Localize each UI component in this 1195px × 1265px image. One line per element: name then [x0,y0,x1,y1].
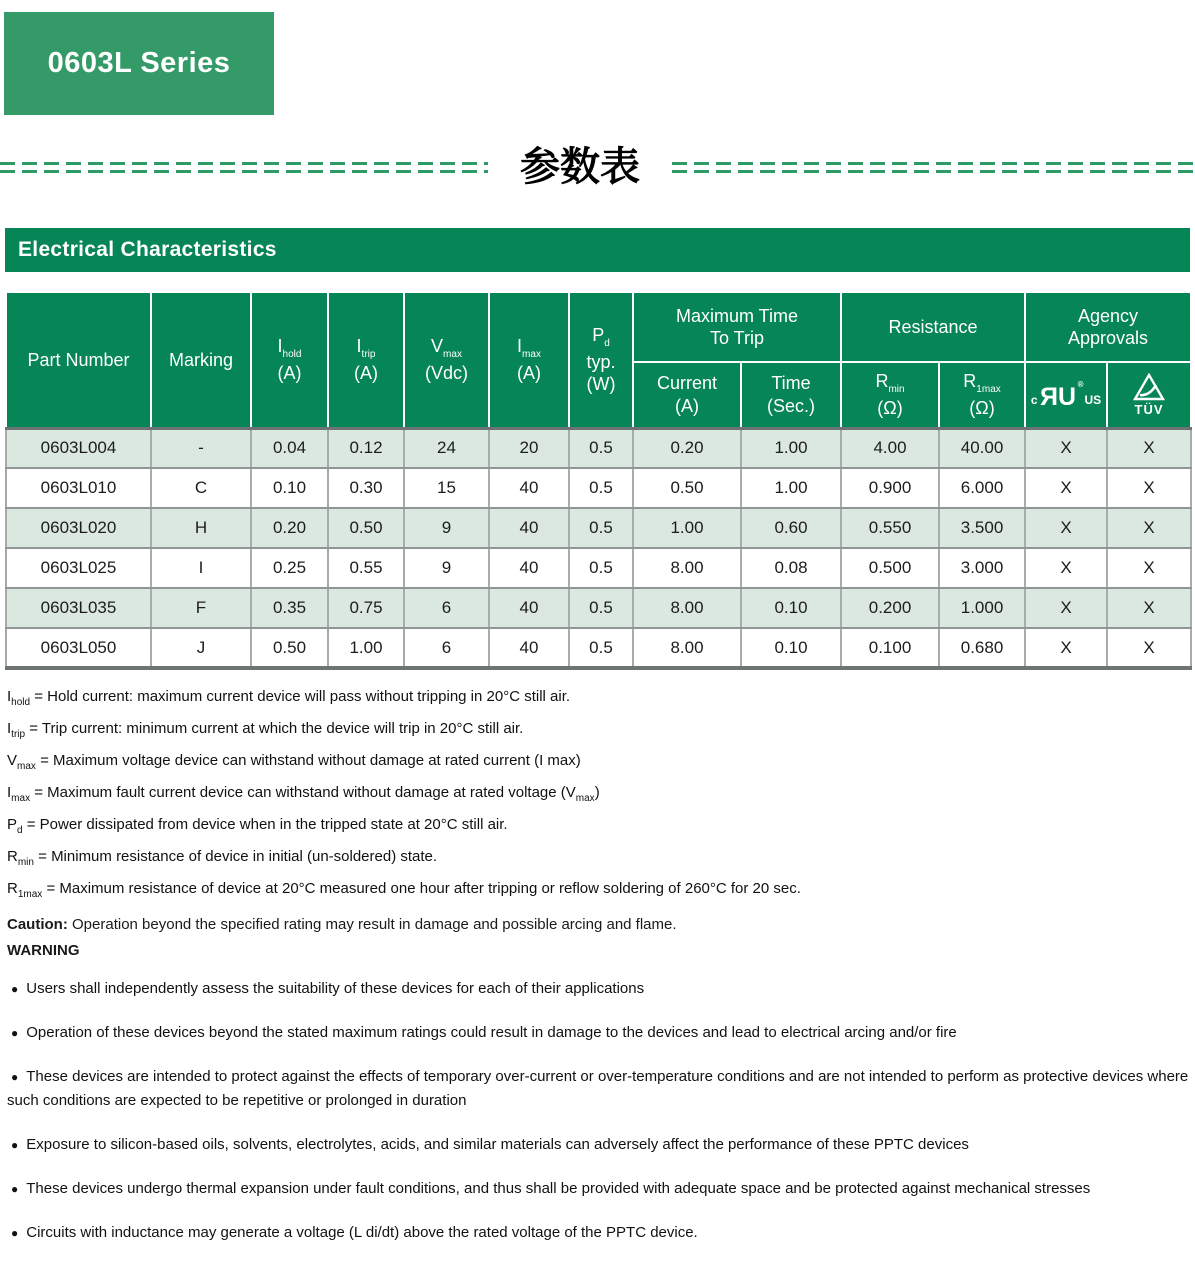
table-row [6,428,1191,468]
col-header-trip-time: Time (Sec.) [741,362,841,428]
value-cell: 0.60 [741,508,841,548]
value-cell: 40 [489,628,569,668]
approval-mark-cell: X [1025,508,1107,548]
part-number-cell: 0603L050 [6,628,151,668]
footnotes-block [7,688,1192,902]
warning-bullet: ● Users shall independently assess the suitability of these devices for each of their applications [7,977,1192,1001]
approval-mark-cell: X [1025,428,1107,468]
value-cell: 3.000 [939,548,1025,588]
value-cell: 8.00 [633,548,741,588]
col-header-i-trip: $I_{trip}$ (A) [328,292,404,428]
value-cell: 24 [404,428,489,468]
value-cell: 0.12 [328,428,404,468]
warning-bullet: ● Circuits with inductance may generate a voltage (L di/dt) above the rated voltage of the PPTC device. [7,1221,1192,1245]
electrical-characteristics-table [5,291,1192,670]
bullet-icon: ● [11,1137,19,1152]
value-cell: 40 [489,548,569,588]
value-cell: 20 [489,428,569,468]
group-header-max-time-to-trip: Maximum Time To Trip [633,292,841,362]
section-header: Electrical Characteristics [5,228,1190,272]
value-cell: 0.55 [328,548,404,588]
value-cell: 0.50 [251,628,328,668]
col-header-i-max: $I_{max}$ (A) [489,292,569,428]
part-number-cell: 0603L035 [6,588,151,628]
value-cell: - [151,428,251,468]
value-cell: I [151,548,251,588]
value-cell: 15 [404,468,489,508]
part-number-cell: 0603L004 [6,428,151,468]
value-cell: 1.000 [939,588,1025,628]
approval-mark-cell: X [1025,468,1107,508]
value-cell: F [151,588,251,628]
page-title: 参数表 [520,143,640,190]
value-cell: 0.20 [251,508,328,548]
value-cell: 0.35 [251,588,328,628]
col-header-v-max: $V_{max}$ (Vdc) [404,292,489,428]
value-cell: 1.00 [633,508,741,548]
approval-mark-cell: X [1107,548,1191,588]
part-number-cell: 0603L025 [6,548,151,588]
value-cell: 8.00 [633,628,741,668]
footnote-line: $V_{max}$ = Maximum voltage device can withstand without damage at rated current (I max) [7,752,581,772]
bullet-icon: ● [11,1225,19,1240]
value-cell: 1.00 [741,428,841,468]
page-title-row [0,138,1195,196]
col-header-tuv-approval [1107,362,1191,428]
approval-mark-cell: X [1107,468,1191,508]
approval-mark-cell: X [1107,508,1191,548]
value-cell: 1.00 [328,628,404,668]
caution-line [7,916,1192,933]
approval-mark-cell: X [1025,588,1107,628]
value-cell: 0.75 [328,588,404,628]
col-header-r-min: $R_{min}$ (Ω) [841,362,939,428]
bullet-icon: ● [11,1181,19,1196]
value-cell: H [151,508,251,548]
part-number-cell: 0603L010 [6,468,151,508]
value-cell: C [151,468,251,508]
value-cell: 0.10 [741,628,841,668]
value-cell: 0.30 [328,468,404,508]
value-cell: 40 [489,588,569,628]
approval-mark-cell: X [1025,548,1107,588]
value-cell: 0.04 [251,428,328,468]
footnote-line: $I_{trip}$ = Trip current: minimum current at which the device will trip in 20°C still air. [7,720,524,740]
decorative-dash-line-left [0,162,488,173]
table-row [6,508,1191,548]
series-badge: 0603L Series [4,12,274,115]
value-cell: 40 [489,508,569,548]
group-header-resistance: Resistance [841,292,1025,362]
value-cell: 1.00 [741,468,841,508]
value-cell: 0.50 [328,508,404,548]
footnote-line: $P_d$ = Power dissipated from device when in the tripped state at 20°C still air. [7,816,508,836]
value-cell: 9 [404,548,489,588]
bullet-icon: ● [11,1025,19,1040]
col-header-ul-approval [1025,362,1107,428]
value-cell: 0.5 [569,548,633,588]
value-cell: 0.5 [569,588,633,628]
tuv-logo-icon: TÜV [1132,373,1166,416]
caution-text: Operation beyond the specified rating may result in damage and possible arcing and flame. [72,915,677,933]
col-header-i-hold: $I_{hold}$ (A) [251,292,328,428]
value-cell: 40.00 [939,428,1025,468]
value-cell: 0.550 [841,508,939,548]
value-cell: 0.200 [841,588,939,628]
value-cell: J [151,628,251,668]
value-cell: 9 [404,508,489,548]
table-row [6,628,1191,668]
cul-us-logo-icon: c UR ® US [1030,379,1102,409]
bullet-icon: ● [11,1069,19,1084]
decorative-dash-line-right [672,162,1195,173]
footnote-line: $I_{hold}$ = Hold current: maximum current device will pass without tripping in 20°C still air. [7,688,571,708]
table-row [6,588,1191,628]
value-cell: 6 [404,588,489,628]
value-cell: 0.500 [841,548,939,588]
warning-bullet: ● Operation of these devices beyond the stated maximum ratings could result in damage to the devices and lead to electrical arcing and/or fire [7,1021,1192,1045]
footnote-line: $R_{1max}$ = Maximum resistance of device at 20°C measured one hour after tripping or reflow soldering of 260°C for 20 sec. [7,880,801,900]
warning-bullet: ● Exposure to silicon-based oils, solvents, electrolytes, acids, and similar materials can adversely affect the performance of these PPTC devices [7,1133,1192,1157]
value-cell: 0.20 [633,428,741,468]
col-header-part-number: Part Number [6,292,151,428]
value-cell: 4.00 [841,428,939,468]
value-cell: 0.10 [251,468,328,508]
tuv-triangle-icon [1132,373,1166,401]
footnote-line: $R_{min}$ = Minimum resistance of device in initial (un-soldered) state. [7,848,438,868]
value-cell: 0.10 [741,588,841,628]
value-cell: 0.680 [939,628,1025,668]
ul-letters-icon [1039,381,1077,409]
value-cell: 0.5 [569,628,633,668]
footnote-line: $I_{max}$ = Maximum fault current device can withstand without damage at rated voltage $(V_{max})$ [7,784,600,804]
svg-text:UR: UR [1039,382,1076,409]
caution-label: Caution: [7,915,68,933]
warning-bullet: ● These devices undergo thermal expansion under fault conditions, and thus shall be provided with adequate space and be protected against mechanical stresses [7,1177,1192,1201]
value-cell: 0.900 [841,468,939,508]
value-cell: 0.50 [633,468,741,508]
value-cell: 3.500 [939,508,1025,548]
notes-section [7,688,1192,1265]
col-header-trip-current: Current (A) [633,362,741,428]
col-header-p-d: $P_d$ typ. (W) [569,292,633,428]
value-cell: 0.08 [741,548,841,588]
approval-mark-cell: X [1107,428,1191,468]
approval-mark-cell: X [1107,628,1191,668]
warning-bullet: ● These devices are intended to protect against the effects of temporary over-current or over-temperature conditions and are not intended to perform as protective devices where such conditions are expected to be repetitive or prolonged in duration [7,1067,1189,1109]
group-header-agency-approvals: Agency Approvals [1025,292,1191,362]
value-cell: 0.25 [251,548,328,588]
table-row [6,468,1191,508]
value-cell: 0.5 [569,508,633,548]
bullet-icon: ● [11,981,19,996]
value-cell: 6 [404,628,489,668]
value-cell: 6.000 [939,468,1025,508]
approval-mark-cell: X [1107,588,1191,628]
table-row [6,548,1191,588]
value-cell: 40 [489,468,569,508]
value-cell: 0.5 [569,468,633,508]
col-header-r-1max: $R_{1max}$ (Ω) [939,362,1025,428]
col-header-marking: Marking [151,292,251,428]
value-cell: 8.00 [633,588,741,628]
approval-mark-cell: X [1025,628,1107,668]
value-cell: 0.5 [569,428,633,468]
warning-heading: WARNING [7,941,80,959]
value-cell: 0.100 [841,628,939,668]
part-number-cell: 0603L020 [6,508,151,548]
warning-bullet-list [7,977,1192,1245]
